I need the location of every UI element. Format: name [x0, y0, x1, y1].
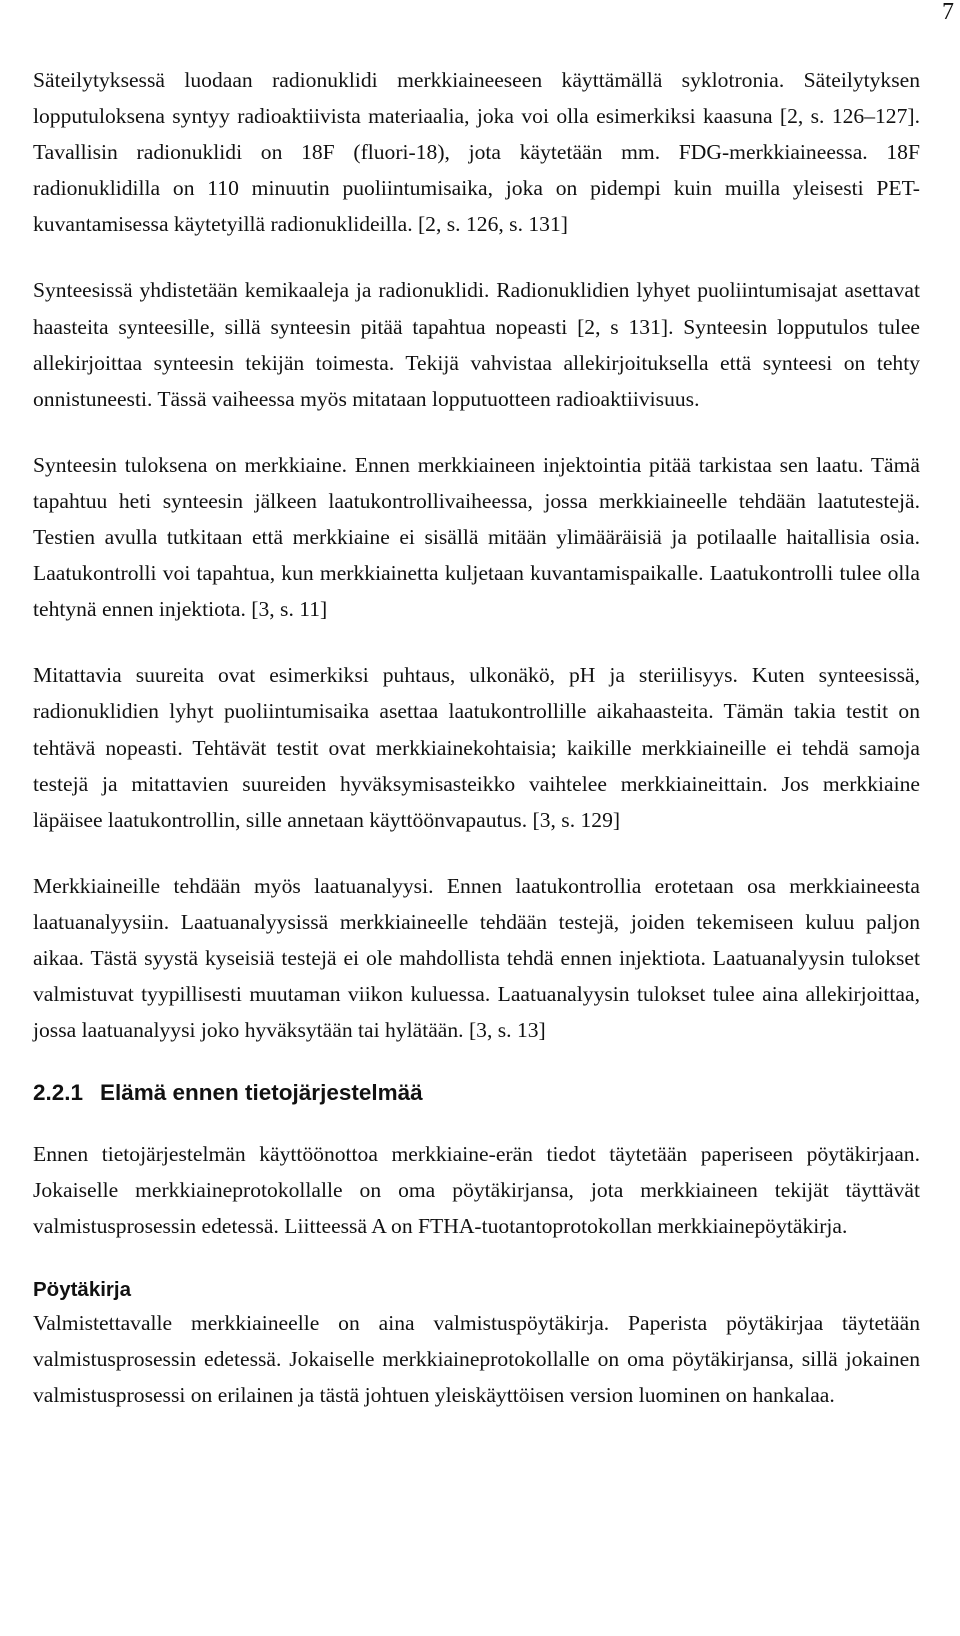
paragraph-protocol: Valmistettavalle merkkiaineelle on aina valmistuspöytäkirja. Paperista pöytäkirjaa täytetään valmistusprosessin edetessä. Jokaiselle merkkiaineprotokollalle on oma pöytäkirjansa, sillä jokainen valmistusprosessi on erilainen ja tästä johtuen yleiskäyttöisen version luominen on hankalaa. [33, 1310, 920, 1407]
paragraph-measured-quantities: Mitattavia suureita ovat esimerkiksi puhtaus, ulkonäkö, pH ja steriilisyys. Kuten synteesissä, radionuklidien lyhyt puoliintumisaika asettaa laatukontrollille aikahaasteita. Tämän takia testit on tehtävä nopeasti. Tehtävät testit ovat merkkiainekohtaisia; kaikille merkkiaineille ei tehdä samoja testejä ja mitattavien suureiden hyväksymisasteikko vaihtelee merkkiaineittain. Jos merkkiaine läpäisee laatukontrollin, sille annetaan käyttöönvapautus. [3, s. 129] [33, 663, 920, 832]
section-title: Elämä ennen tietojärjestelmää [100, 1080, 423, 1106]
page-number: 7 [942, 0, 954, 25]
page-content [33, 62, 920, 1413]
paragraph-synthesis: Synteesissä yhdistetään kemikaaleja ja radionuklidi. Radionuklidien lyhyet puoliintumisajat asettavat haasteita synteesille, sillä synteesin pitää tapahtua nopeasti [2, s 131]. Synteesin lopputulos tulee allekirjoittaa synteesin tekijän toimesta. Tekijä vahvistaa allekirjoituksella että synteesi on tehty onnistuneesti. Tässä vaiheessa myös mitataan lopputuotteen radioaktiivisuus. [33, 278, 920, 411]
paragraph-quality-control: Synteesin tuloksena on merkkiaine. Ennen merkkiaineen injektointia pitää tarkistaa sen laatu. Tämä tapahtuu heti synteesin jälkeen laatukontrollivaiheessa, jossa merkkiaineelle tehdään laatutestejä. Testien avulla tutkitaan että merkkiaine ei sisällä mitään ylimääräisiä ja potilaalle haitallisia osia. Laatukontrolli voi tapahtua, kun merkkiainetta kuljetaan kuvantamispaikalle. Laatukontrolli tulee olla tehtynä ennen injektiota. [3, s. 11] [33, 452, 920, 622]
section-number: 2.2.1 [33, 1080, 84, 1106]
paragraph-before-information-system: Ennen tietojärjestelmän käyttöönottoa merkkiaine-erän tiedot täytetään paperiseen pöytäkirjaan. Jokaiselle merkkiaineprotokollalle on oma pöytäkirjansa, jota merkkiaineen tekijät täyttävät valmistusprosessin edetessä. Liitteessä A on FTHA-tuotantoprotokollan merkkiainepöytäkirja. [33, 1142, 920, 1239]
subsection-heading: Pöytäkirja [33, 1277, 131, 1301]
paragraph-irradiation: Säteilytyksessä luodaan radionuklidi merkkiaineeseen käyttämällä syklotronia. Säteilytyksen lopputuloksena syntyy radioaktiivista materiaalia, joka voi olla esimerkiksi kaasuna [2, s. 126–127]. Tavallisin radionuklidi on 18F (fluori-18), jota käytetään mm. FDG-merkkiaineessa. 18F radionuklidilla on 110 minuutin puoliintumisaika, joka on pidempi kuin muilla yleisesti PET-kuvantamisessa käytetyillä radionuklideilla. [2, s. 126, s. 131] [33, 68, 920, 237]
section-heading [33, 1078, 920, 1108]
paragraph-quality-analysis: Merkkiaineille tehdään myös laatuanalyysi. Ennen laatukontrollia erotetaan osa merkkiaineesta laatuanalyysiin. Laatuanalyysissä merkkiaineelle tehdään testejä, joiden tekemiseen kuluu paljon aikaa. Tästä syystä kyseisiä testejä ei ole mahdollista tehdä ennen injektiota. Laatuanalyysin tulokset valmistuvat tyypillisesti muutaman viikon kuluessa. Laatuanalyysin tulokset tulee aina allekirjoittaa, jossa laatuanalyysi joko hyväksytään tai hylätään. [3, s. 13] [33, 873, 920, 1043]
